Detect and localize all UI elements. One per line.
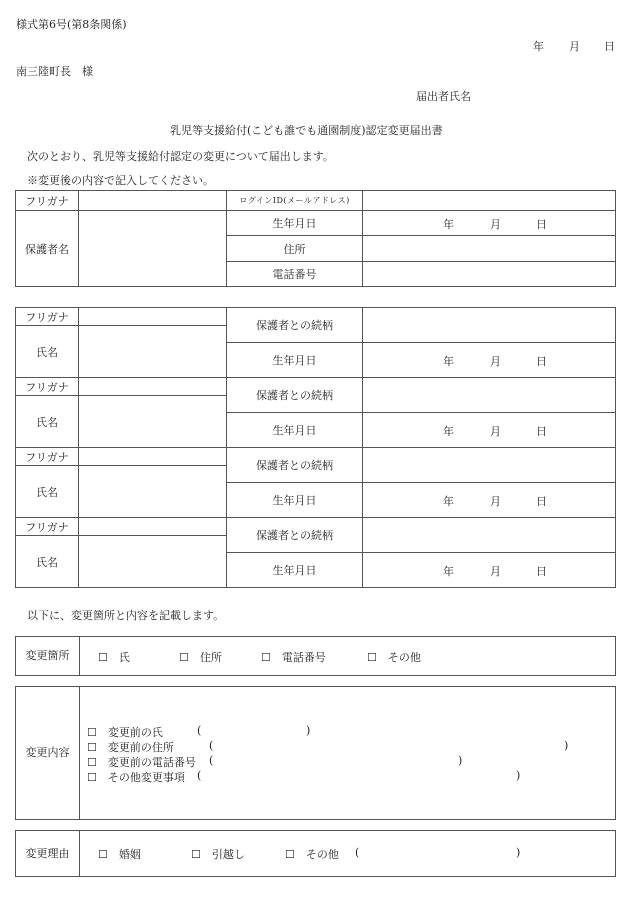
paren-close: ) bbox=[516, 769, 521, 782]
paren-close: ) bbox=[458, 754, 463, 767]
intro-text: 次のとおり、乳児等支援給付認定の変更について届出します。 bbox=[27, 150, 334, 163]
checkbox-icon: ☐ bbox=[285, 848, 295, 861]
applicant-name-label: 届出者氏名 bbox=[416, 90, 471, 103]
content-item-phone[interactable] bbox=[87, 754, 196, 770]
child-birth-label: 生年月日 bbox=[227, 483, 363, 518]
note-text: ※変更後の内容で記入してください。 bbox=[27, 174, 214, 187]
birth-month-label: 月 bbox=[490, 565, 501, 578]
guardian-name-label: 保護者名 bbox=[16, 211, 79, 287]
birth-year-label: 年 bbox=[443, 565, 454, 578]
login-id-label: ログインID(メールアドレス) bbox=[227, 191, 363, 211]
birth-year-label: 年 bbox=[443, 355, 454, 368]
checkbox-icon: ☐ bbox=[179, 651, 189, 664]
child-birth-field[interactable] bbox=[363, 483, 616, 518]
child-name-label: 氏名 bbox=[16, 396, 79, 448]
date-day-label: 日 bbox=[604, 40, 615, 53]
child-furigana-field[interactable] bbox=[79, 448, 227, 466]
birth-month-label: 月 bbox=[490, 495, 501, 508]
date-year-label: 年 bbox=[533, 40, 544, 53]
option-label: 電話番号 bbox=[281, 651, 326, 664]
guardian-name-field[interactable] bbox=[79, 211, 227, 287]
checkbox-icon: ☐ bbox=[98, 651, 108, 664]
item-label: 変更前の氏 bbox=[107, 726, 163, 739]
child-relation-label: 保護者との続柄 bbox=[227, 308, 363, 343]
checkbox-other[interactable] bbox=[367, 649, 421, 665]
option-label: その他 bbox=[387, 651, 421, 664]
birth-day-label: 日 bbox=[536, 218, 547, 231]
changes-intro: 以下に、変更箇所と内容を記載します。 bbox=[27, 609, 225, 622]
child-furigana-label: フリガナ bbox=[16, 308, 79, 326]
child-furigana-label: フリガナ bbox=[16, 448, 79, 466]
paren-close: ) bbox=[306, 724, 311, 737]
item-label: その他変更事項 bbox=[107, 771, 185, 784]
child-name-field[interactable] bbox=[79, 326, 227, 378]
checkbox-phone[interactable] bbox=[261, 649, 326, 665]
children-table bbox=[15, 307, 616, 588]
change-location-label: 変更箇所 bbox=[16, 637, 80, 675]
guardian-furigana-label: フリガナ bbox=[16, 191, 79, 211]
birth-day-label: 日 bbox=[536, 495, 547, 508]
paren-close: ) bbox=[564, 739, 569, 752]
birth-year-label: 年 bbox=[443, 425, 454, 438]
paren-open: ( bbox=[355, 846, 360, 859]
checkbox-icon: ☐ bbox=[87, 726, 97, 739]
birth-month-label: 月 bbox=[490, 355, 501, 368]
guardian-birth-field[interactable] bbox=[363, 211, 616, 236]
child-relation-field[interactable] bbox=[363, 448, 616, 483]
child-name-field[interactable] bbox=[79, 536, 227, 588]
reason-other-checkbox[interactable] bbox=[285, 846, 339, 862]
child-name-label: 氏名 bbox=[16, 536, 79, 588]
change-content-box bbox=[15, 686, 616, 820]
child-furigana-field[interactable] bbox=[79, 378, 227, 396]
change-reason-label: 変更理由 bbox=[16, 831, 80, 876]
child-furigana-field[interactable] bbox=[79, 518, 227, 536]
checkbox-icon: ☐ bbox=[367, 651, 377, 664]
guardian-table bbox=[15, 190, 616, 287]
item-label: 変更前の住所 bbox=[107, 741, 174, 754]
reason-moving-checkbox[interactable] bbox=[191, 846, 245, 862]
child-furigana-field[interactable] bbox=[79, 308, 227, 326]
checkbox-icon: ☐ bbox=[87, 756, 97, 769]
checkbox-address[interactable] bbox=[179, 649, 222, 665]
child-name-field[interactable] bbox=[79, 466, 227, 518]
child-furigana-label: フリガナ bbox=[16, 378, 79, 396]
child-name-label: 氏名 bbox=[16, 466, 79, 518]
checkbox-icon: ☐ bbox=[87, 771, 97, 784]
birth-month-label: 月 bbox=[490, 425, 501, 438]
guardian-furigana-field[interactable] bbox=[79, 191, 227, 211]
checkbox-icon: ☐ bbox=[98, 848, 108, 861]
option-label: 引越し bbox=[211, 848, 245, 861]
child-birth-label: 生年月日 bbox=[227, 553, 363, 588]
checkbox-surname[interactable] bbox=[98, 649, 130, 665]
date-month-label: 月 bbox=[569, 40, 580, 53]
content-item-surname[interactable] bbox=[87, 724, 163, 740]
option-label: 住所 bbox=[199, 651, 222, 664]
login-id-field[interactable] bbox=[363, 191, 616, 211]
option-label: 氏 bbox=[118, 651, 130, 664]
child-birth-field[interactable] bbox=[363, 343, 616, 378]
birth-year-label: 年 bbox=[443, 218, 454, 231]
content-item-other[interactable] bbox=[87, 769, 185, 785]
checkbox-icon: ☐ bbox=[261, 651, 271, 664]
child-relation-label: 保護者との続柄 bbox=[227, 448, 363, 483]
guardian-phone-label: 電話番号 bbox=[227, 262, 363, 287]
paren-open: ( bbox=[197, 724, 202, 737]
checkbox-icon: ☐ bbox=[87, 741, 97, 754]
child-relation-label: 保護者との続柄 bbox=[227, 378, 363, 413]
form-title: 乳児等支援給付(こども誰でも通園制度)認定変更届出書 bbox=[170, 124, 443, 137]
child-relation-field[interactable] bbox=[363, 308, 616, 343]
change-content-label: 変更内容 bbox=[16, 687, 80, 819]
guardian-address-label: 住所 bbox=[227, 236, 363, 262]
option-label: その他 bbox=[305, 848, 339, 861]
birth-day-label: 日 bbox=[536, 355, 547, 368]
child-relation-field[interactable] bbox=[363, 378, 616, 413]
paren-open: ( bbox=[209, 739, 214, 752]
birth-year-label: 年 bbox=[443, 495, 454, 508]
change-reason-box bbox=[15, 830, 616, 877]
option-label: 婚姻 bbox=[118, 848, 141, 861]
content-item-address[interactable] bbox=[87, 739, 174, 755]
birth-month-label: 月 bbox=[490, 218, 501, 231]
change-location-box bbox=[15, 636, 616, 676]
item-label: 変更前の電話番号 bbox=[107, 756, 196, 769]
guardian-address-field[interactable] bbox=[363, 236, 616, 262]
child-relation-field[interactable] bbox=[363, 518, 616, 553]
child-furigana-label: フリガナ bbox=[16, 518, 79, 536]
paren-close: ) bbox=[516, 846, 521, 859]
reason-marriage-checkbox[interactable] bbox=[98, 846, 141, 862]
guardian-phone-field[interactable] bbox=[363, 262, 616, 287]
child-relation-label: 保護者との続柄 bbox=[227, 518, 363, 553]
child-birth-label: 生年月日 bbox=[227, 413, 363, 448]
paren-open: ( bbox=[197, 769, 202, 782]
birth-day-label: 日 bbox=[536, 425, 547, 438]
addressee: 南三陸町長 様 bbox=[16, 65, 93, 78]
form-number: 様式第6号(第8条関係) bbox=[16, 18, 127, 31]
child-name-label: 氏名 bbox=[16, 326, 79, 378]
paren-open: ( bbox=[209, 754, 214, 767]
guardian-birth-label: 生年月日 bbox=[227, 211, 363, 236]
child-birth-field[interactable] bbox=[363, 413, 616, 448]
checkbox-icon: ☐ bbox=[191, 848, 201, 861]
child-birth-field[interactable] bbox=[363, 553, 616, 588]
child-birth-label: 生年月日 bbox=[227, 343, 363, 378]
birth-day-label: 日 bbox=[536, 565, 547, 578]
child-name-field[interactable] bbox=[79, 396, 227, 448]
